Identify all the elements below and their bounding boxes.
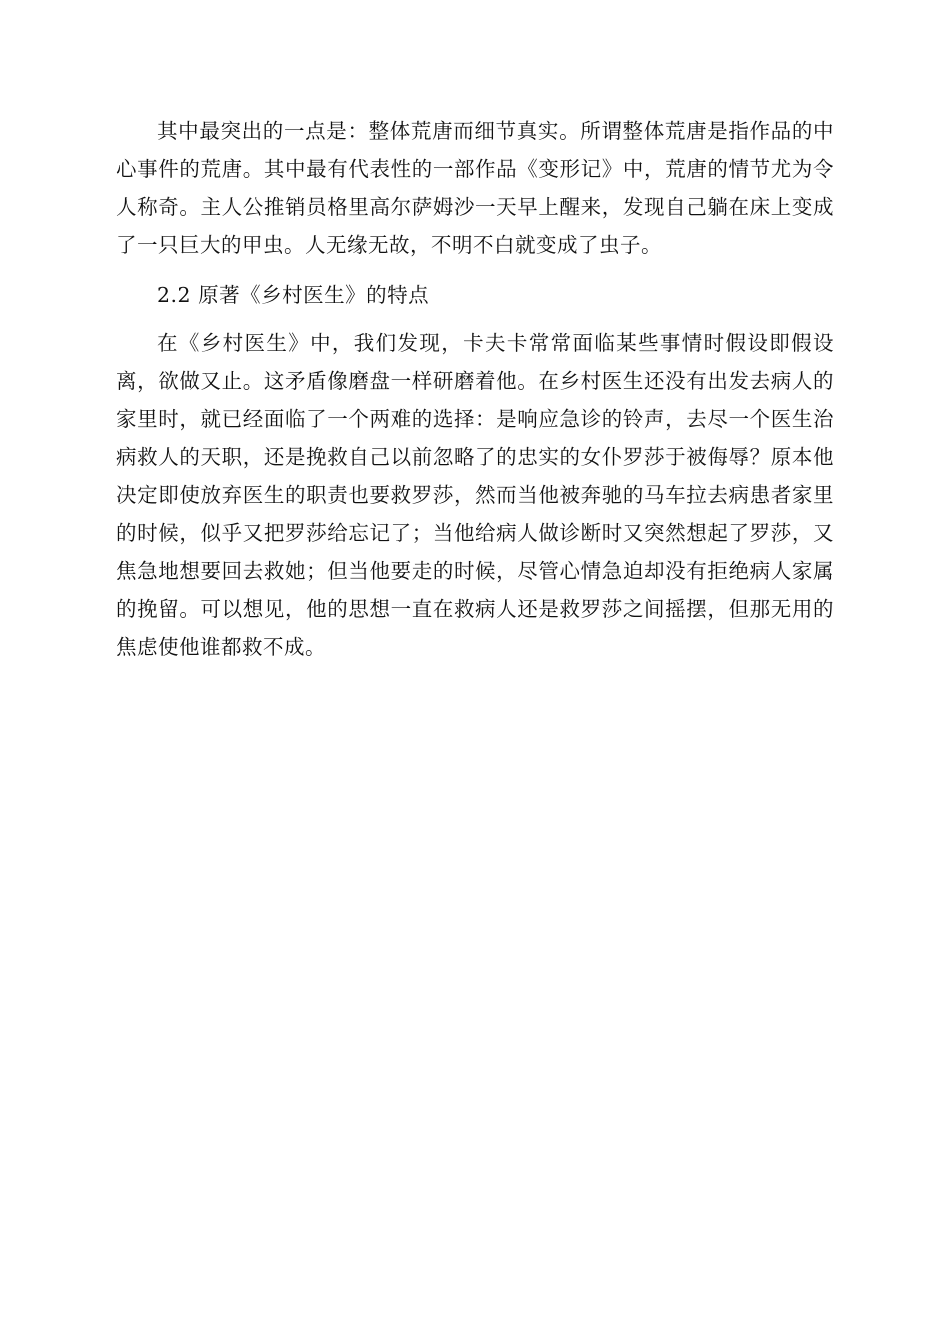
paragraph-metamorphosis: 其中最突出的一点是：整体荒唐而细节真实。所谓整体荒唐是指作品的中心事件的荒唐。其中最有代表性的一部作品《变形记》中，荒唐的情节尤为令人称奇。主人公推销员格里高尔萨姆沙一天早上醒来，发现自己躺在床上变成了一只巨大的甲虫。人无缘无故，不明不白就变成了虫子。 (116, 119, 834, 257)
section-heading: 2.2 原著《乡村医生》的特点 (157, 283, 430, 307)
document-body (116, 112, 834, 666)
paragraph-country-doctor: 在《乡村医生》中，我们发现，卡夫卡常常面临某些事情时假设即假设离，欲做又止。这矛盾像磨盘一样研磨着他。在乡村医生还没有出发去病人的家里时，就已经面临了一个两难的选择：是响应急诊的铃声，去尽一个医生治病救人的天职，还是挽救自己以前忽略了的忠实的女仆罗莎于被侮辱？原本他决定即使放弃医生的职责也要救罗莎，然而当他被奔驰的马车拉去病患者家里的时候，似乎又把罗莎给忘记了；当他给病人做诊断时又突然想起了罗莎，又焦急地想要回去救她；但当他要走的时候，尽管心情急迫却没有拒绝病人家属的挽留。可以想见，他的思想一直在救病人还是救罗莎之间摇摆，但那无用的焦虑使他谁都救不成。 (116, 331, 834, 659)
